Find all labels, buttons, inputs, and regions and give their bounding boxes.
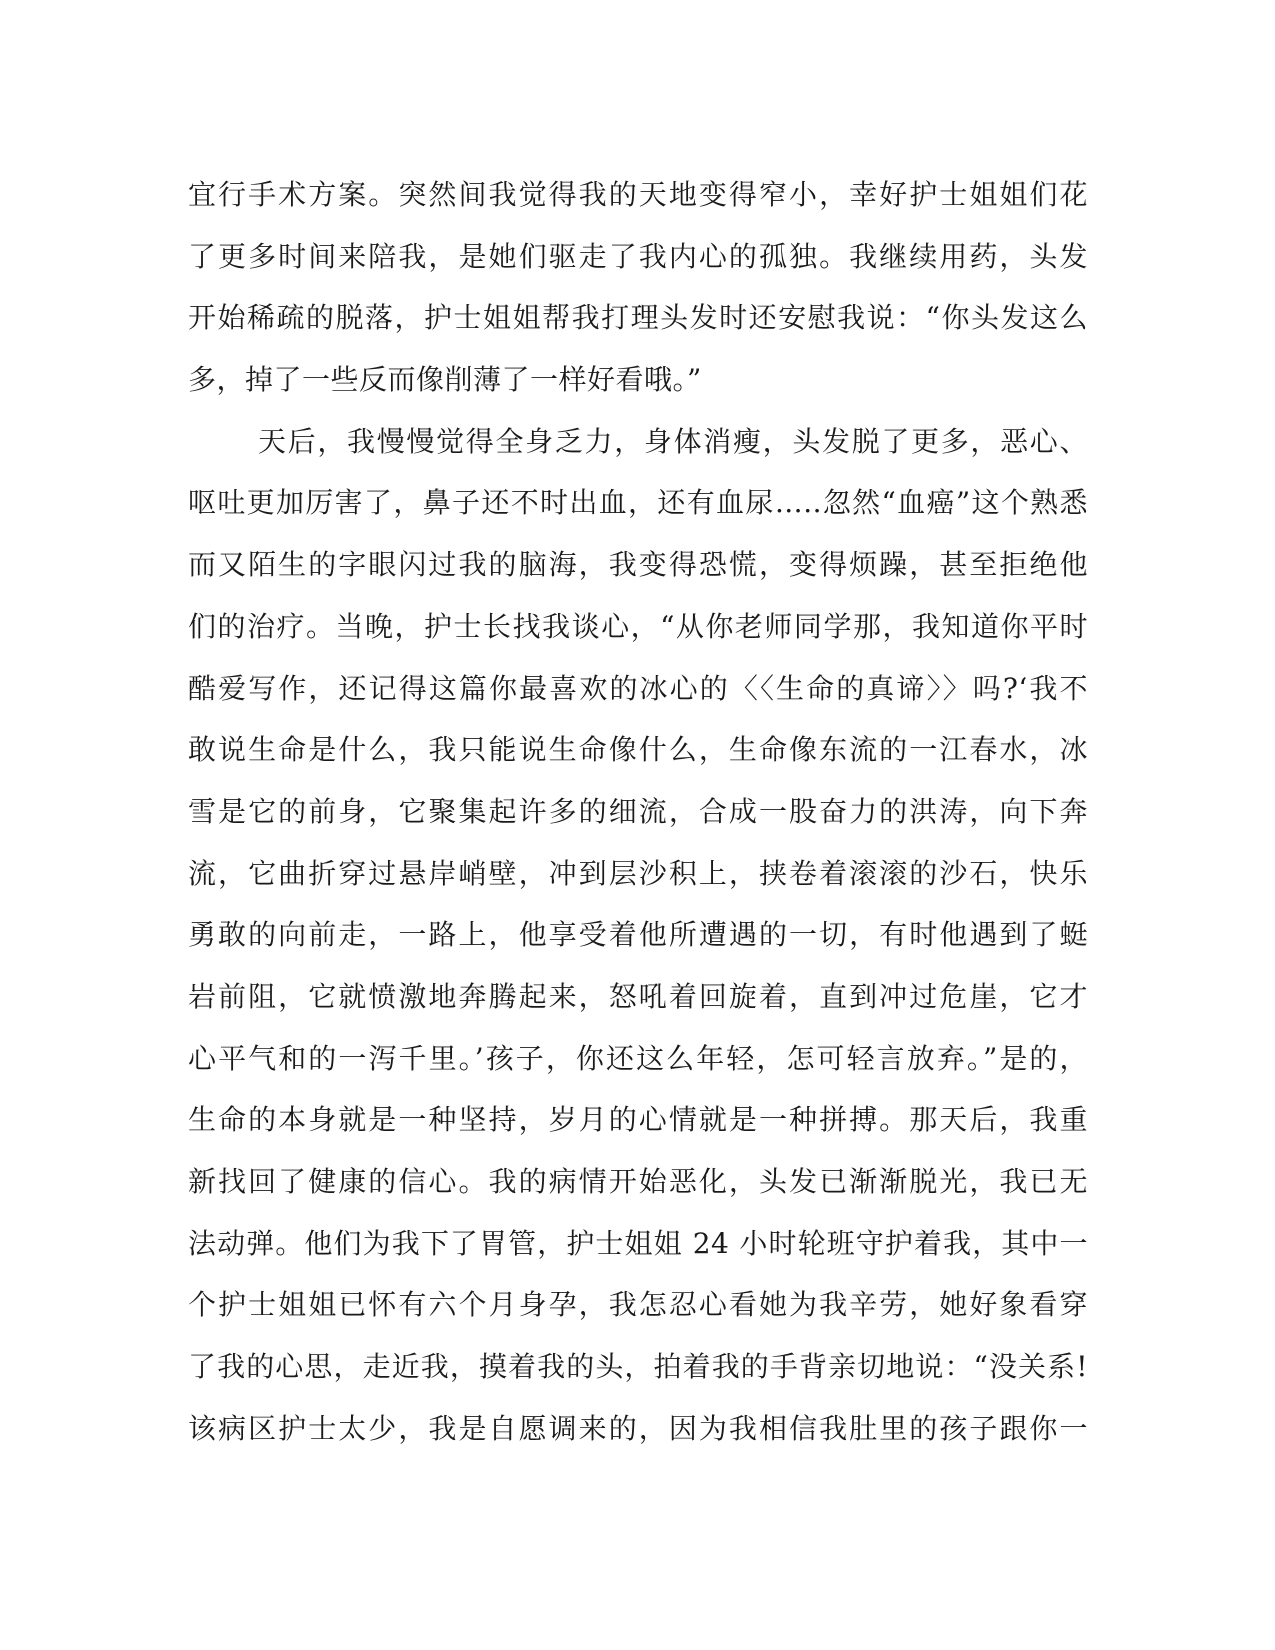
text-line: 雪是它的前身，它聚集起许多的细流，合成一股奋力的洪涛，向下奔 <box>188 794 1088 828</box>
text-line: 敢说生命是什么，我只能说生命像什么，生命像东流的一江春水，冰 <box>188 733 1088 767</box>
text-line: 开始稀疏的脱落，护士姐姐帮我打理头发时还安慰我说：“你头发这么 <box>188 301 1088 335</box>
text-line: 新找回了健康的信心。我的病情开始恶化，头发已渐渐脱光，我已无 <box>188 1165 1088 1198</box>
text-line: 法动弹。他们为我下了胃管，护士姐姐 24 小时轮班守护着我，其中一 <box>188 1226 1088 1260</box>
text-line: 们的治疗。当晚，护士长找我谈心，“从你老师同学那，我知道你平时 <box>188 609 1088 643</box>
text-line: 多，掉了一些反而像削薄了一样好看哦。” <box>188 363 702 397</box>
text-line: 而又陌生的字眼闪过我的脑海，我变得恐慌，变得烦躁，甚至拒绝他 <box>188 548 1088 582</box>
text-line: 天后，我慢慢觉得全身乏力，身体消瘦，头发脱了更多，恶心、 <box>258 424 1088 458</box>
text-line: 勇敢的向前走，一路上，他享受着他所遭遇的一切，有时他遇到了蜓 <box>188 918 1088 952</box>
text-line: 流，它曲折穿过悬岸峭壁，冲到层沙积上，挟卷着滚滚的沙石，快乐 <box>188 856 1088 890</box>
text-line: 酷爱写作，还记得这篇你最喜欢的冰心的〈〈生命的真谛〉〉吗?‘我不 <box>188 671 1088 705</box>
text-line: 岩前阻，它就愤激地奔腾起来，怒吼着回旋着，直到冲过危崖，它才 <box>188 979 1088 1013</box>
text-line: 心平气和的一泻千里。’孩子，你还这么年轻，怎可轻言放弃。”是的， <box>188 1041 1088 1075</box>
text-line: 宜行手术方案。突然间我觉得我的天地变得窄小，幸好护士姐姐们花 <box>188 178 1088 211</box>
text-line: 生命的本身就是一种坚持，岁月的心情就是一种拼搏。那天后，我重 <box>188 1103 1088 1137</box>
document-body <box>188 164 1088 1459</box>
text-line: 个护士姐姐已怀有六个月身孕，我怎忍心看她为我辛劳，她好象看穿 <box>188 1288 1088 1322</box>
text-line: 呕吐更加厉害了，鼻子还不时出血，还有血尿…..忽然“血癌”这个熟悉 <box>188 486 1088 520</box>
text-line: 了我的心思，走近我，摸着我的头，拍着我的手背亲切地说：“没关系! <box>188 1350 1088 1384</box>
text-line: 该病区护士太少，我是自愿调来的，因为我相信我肚里的孩子跟你一 <box>188 1411 1088 1445</box>
text-line: 了更多时间来陪我，是她们驱走了我内心的孤独。我继续用药，头发 <box>188 239 1088 273</box>
